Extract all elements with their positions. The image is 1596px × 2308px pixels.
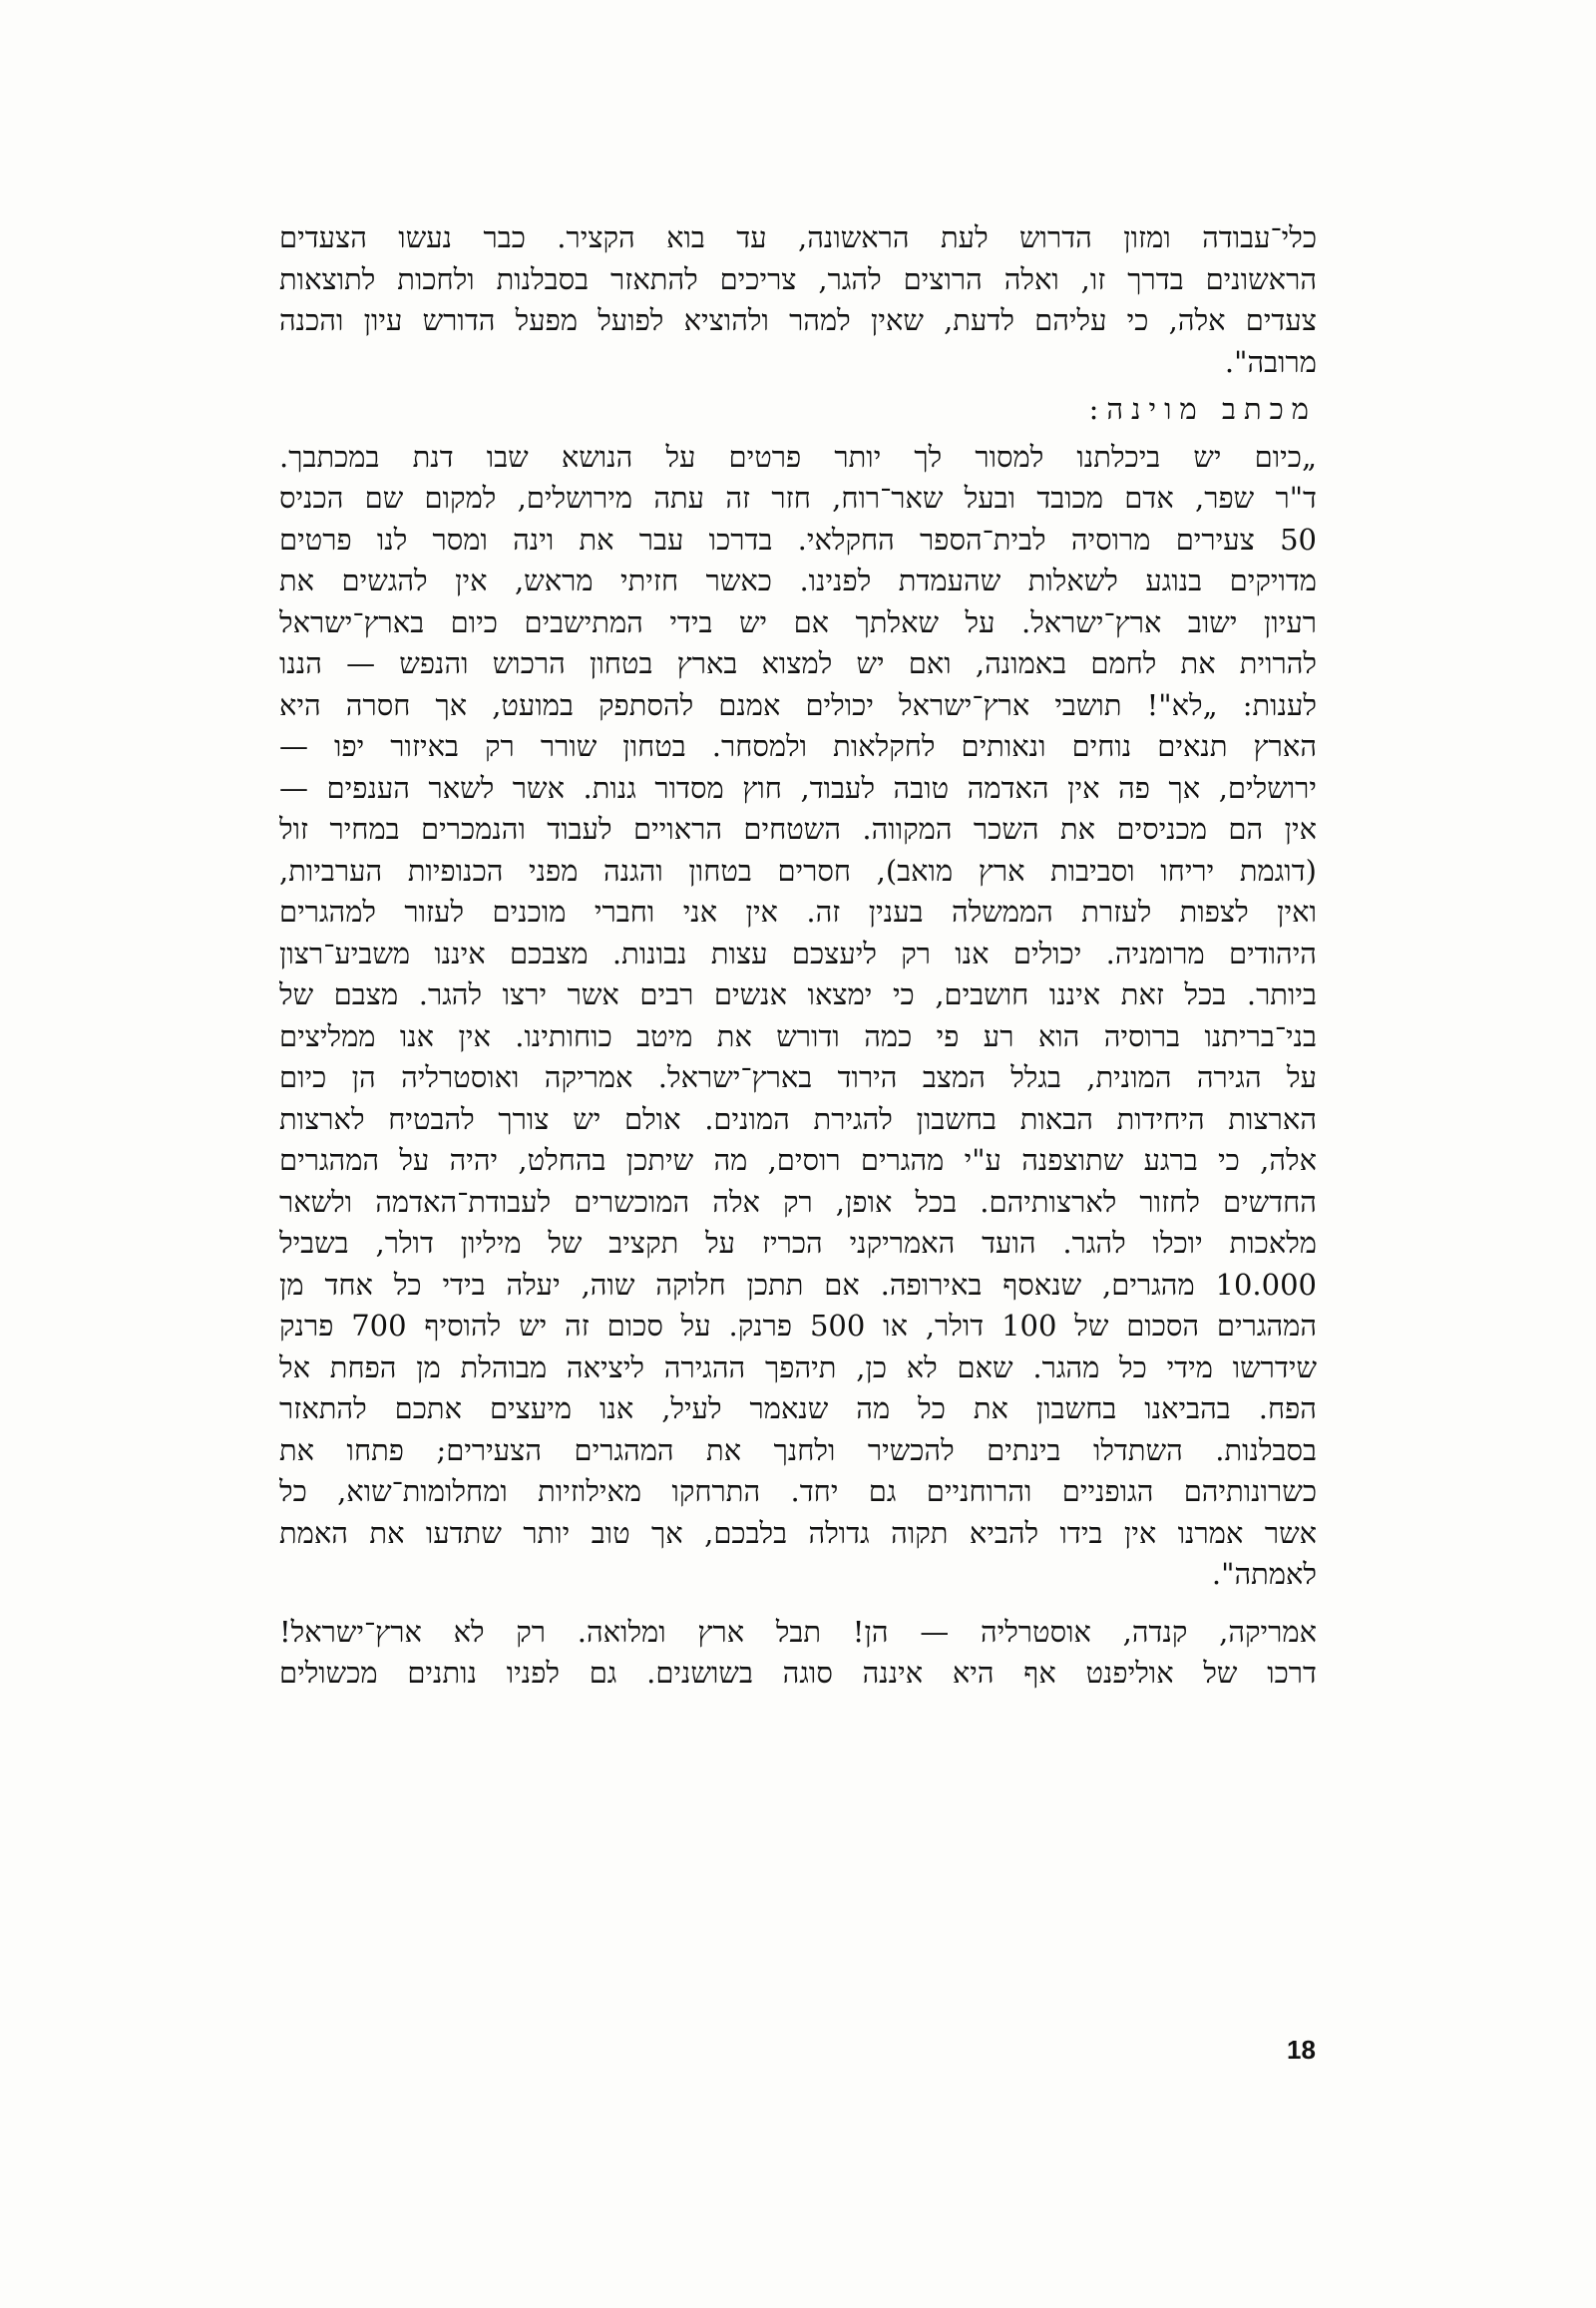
text-line: דרכו של אוליפנט אף היא איננה סוגה בשושנים. גם לפניו נותנים מכשולים [279, 1656, 1317, 1690]
text-line: הפח. בהביאנו בחשבון את כל מה שנאמר לעיל, אנו מיעצים אתכם להתאזר [279, 1391, 1317, 1425]
text-line: כלי־עבודה ומזון הדרוש לעת הראשונה, עד בוא הקציר. כבר נעשו הצעדים [279, 220, 1317, 254]
text-line: ואין לצפות לעזרת הממשלה בענין זה. אין אני וחברי מוכנים לעזור למהגרים [279, 895, 1317, 929]
text-line: להרוית את לחמם באמונה, ואם יש למצוא בארץ בטחון הרכוש והנפש — הננו [279, 646, 1317, 680]
text-line: היהודים מרומניה. יכולים אנו רק ליעצכם עצות נבונות. מצבכם איננו משביע־רצון [279, 936, 1317, 970]
page-number: 18 [1287, 2035, 1316, 2065]
text-line: 10.000 מהגרים, שנאסף באירופה. אם תתכן חלוקה שוה, יעלה בידי כל אחד מן [279, 1267, 1317, 1302]
text-line: ביותר. בכל זאת איננו חושבים, כי ימצאו אנשים רבים אשר ירצו להגר. מצבם של [279, 977, 1317, 1011]
text-line: מלאכות יוכלו להגר. הועד האמריקני הכריז על תקציב של מיליון דולר, בשביל [279, 1226, 1317, 1260]
text-line: החדשים לחזור לארצותיהם. בכל אופן, רק אלה המוכשרים לעבודת־האדמה ולשאר [279, 1184, 1317, 1219]
text-line: הארצות היחידות הבאות בחשבון להגירת המונים. אולם יש צורך להבטיח לארצות [279, 1101, 1317, 1136]
text-line: (דוגמת יריחו וסביבות ארץ מואב), חסרים בטחון והגנה מפני הכנופיות הערביות, [279, 853, 1317, 888]
text-line: אמריקה, קנדה, אוסטרליה — הן! תבל ארץ ומלואה. רק לא ארץ־ישראל! [279, 1614, 1317, 1649]
text-line: בני־בריתנו ברוסיה הוא רע פי כמה ודורש את מיטב כוחותינו. אין אנו ממליצים [279, 1018, 1317, 1053]
text-line: אלה, כי ברגע שתוצפנה ע"י מהגרים רוסים, מה שיתכן בהחלט, יהיה על המהגרים [279, 1143, 1317, 1177]
text-line: רעיון ישוב ארץ־ישראל. על שאלתך אם יש בידי המתישבים כיום בארץ־ישראל [279, 604, 1317, 639]
text-line: ירושלים, אך פה אין האדמה טובה לעבוד, חוץ מסדור גנות. אשר לשאר הענפים — [279, 770, 1317, 805]
text-line: הראשונים בדרך זו, ואלה הרוצים להגר, צריכים להתאזר בסבלנות ולחכות לתוצאות [279, 261, 1317, 296]
text-line: שידרשו מידי כל מהגר. שאם לא כן, תיהפך ההגירה ליציאה מבוהלת מן הפחת אל [279, 1349, 1317, 1384]
text-line: כשרונותיהם הגופניים והרוחניים גם יחד. התרחקו מאילוזיות ומחלומות־שוא, כל [279, 1474, 1317, 1508]
text-line: ד"ר שפר, אדם מכובד ובעל שאר־רוח, חזר זה עתה מירושלים, למקום שם הכניס [279, 481, 1317, 515]
text-line: אשר אמרנו אין בידו להביא תקוה גדולה בלבכם, אך טוב יותר שתדעו את האמת [279, 1515, 1317, 1550]
text-line: הארץ תנאים נוחים ונאותים לחקלאות ולמסחר. בטחון שורר רק באיזור יפו — [279, 729, 1317, 763]
text-line: על הגירה המונית, בגלל המצב הירוד בארץ־ישראל. אמריקה ואוסטרליה הן כיום [279, 1060, 1317, 1094]
text-line: המהגרים הסכום של 100 דולר, או 500 פרנק. על סכום זה יש להוסיף 700 פרנק [279, 1309, 1317, 1343]
text-line: מדויקים בנוגע לשאלות שהעמדת לפנינו. כאשר חזיתי מראש, אין להגשים את [279, 564, 1317, 597]
text-line: לענות: „לא"! תושבי ארץ־ישראל יכולים אמנם להסתפק במועט, אך חסרה היא [279, 687, 1317, 722]
text-line: לאמתה". [1211, 1557, 1317, 1591]
text-line: „כיום יש ביכלתנו למסור לך יותר פרטים על הנושא שבו דנת במכתבך. [279, 439, 1317, 474]
text-block-1 [279, 217, 1317, 1695]
text-line: מרובה". [1224, 344, 1317, 379]
section-heading: מכתב מוינה: [1088, 392, 1317, 426]
text-line: בסבלנות. השתדלו בינתים להכשיר ולחנך את המהגרים הצעירים; פתחו את [279, 1432, 1317, 1467]
text-line: אין הם מכניסים את השכר המקווה. השטחים הראויים לעבוד והנמכרים במחיר זול [279, 812, 1317, 846]
text-line: 50 צעירים מרוסיה לבית־הספר החקלאי. בדרכו עבר את וינה ומסר לנו פרטים [279, 522, 1317, 557]
text-line: צעדים אלה, כי עליהם לדעת, שאין למהר ולהוציא לפועל מפעל הדורש עיון והכנה [279, 303, 1317, 337]
paragraph-gap [279, 1596, 1317, 1612]
